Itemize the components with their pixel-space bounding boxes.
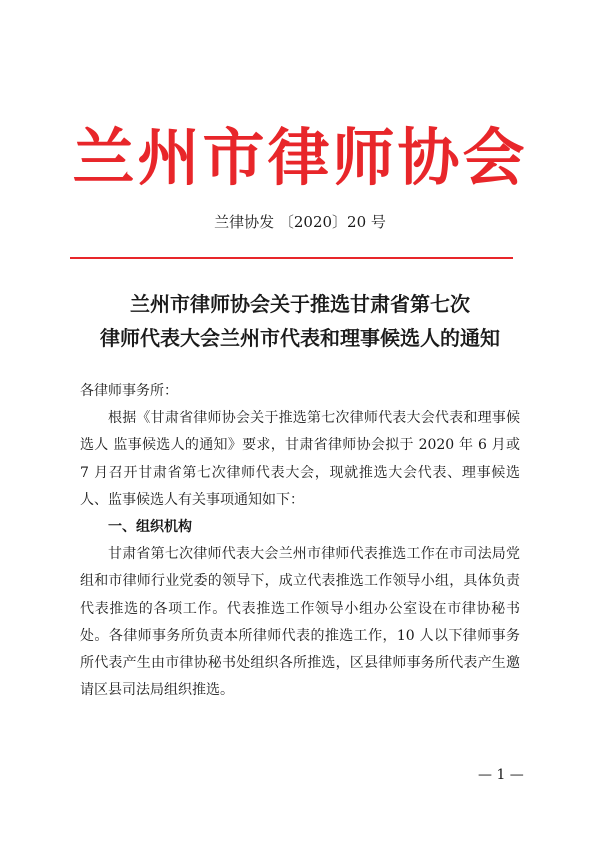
section-heading-1: 一、组织机构 — [108, 519, 192, 536]
intro-paragraph: 根据《甘肃省律师协会关于推选第七次律师代表大会代表和理事候选人 监事候选人的通知》要求，甘肃省律师协会拟于 2020 年 6 月或 7 月召开甘肃省第七次律师代表大会，现就推选大会代表、理事候选人、监事候选人有关事项通知如下： — [80, 410, 520, 508]
document-title-line-1: 兰州市律师协会关于推选甘肃省第七次 — [130, 292, 470, 316]
page-number: — 1 — — [478, 767, 524, 783]
document-body — [80, 378, 520, 704]
red-divider-line — [70, 257, 513, 259]
document-title-line-2: 律师代表大会兰州市代表和理事候选人的通知 — [100, 326, 500, 350]
document-number: 兰律协发 〔2020〕20 号 — [214, 213, 386, 231]
document-title — [0, 287, 600, 355]
salutation: 各律师事务所： — [80, 383, 178, 399]
section-paragraph-1: 甘肃省第七次律师代表大会兰州市律师代表推选工作在市司法局党组和市律师行业党委的领导下，成立代表推选工作领导小组，具体负责代表推选的各项工作。代表推选工作领导小组办公室设在市律协秘书处。各律师事务所负责本所律师代表的推选工作，10 人以下律师事务所代表产生由市律协秘书处组织各所推选，区县律师事务所代表产生邀请区县司法局组织推选。 — [80, 546, 520, 699]
masthead-title: 兰州市律师协会 — [72, 121, 528, 194]
